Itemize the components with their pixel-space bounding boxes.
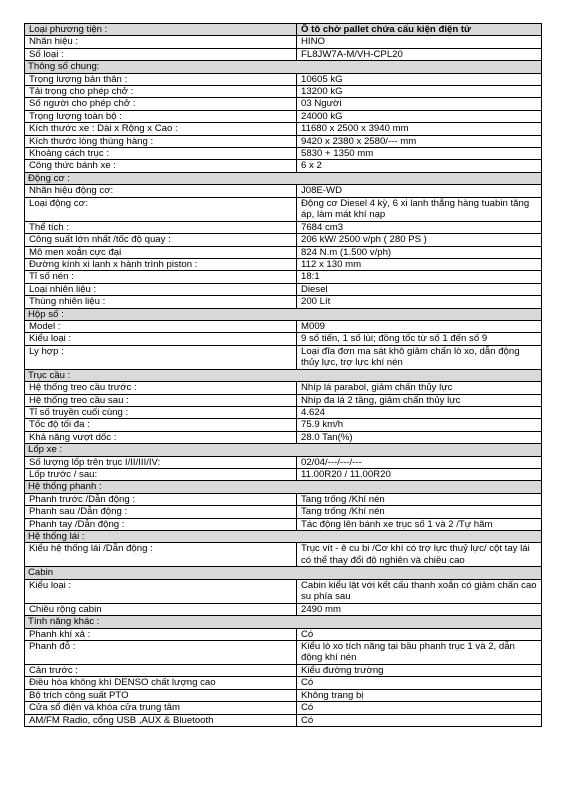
spec-label: Phanh trước /Dẫn động :: [25, 493, 297, 505]
spec-label: Loại nhiên liệu :: [25, 283, 297, 295]
section-header-row: [25, 531, 542, 543]
section-title: Hệ thống lái :: [25, 531, 542, 543]
spec-label: Tải trọng cho phép chở :: [25, 86, 297, 98]
section-header-row: [25, 481, 542, 493]
spec-row: [25, 258, 542, 270]
spec-row: [25, 185, 542, 197]
spec-label: Phanh sau /Dẫn động :: [25, 506, 297, 518]
spec-label: Cửa sổ điện và khóa cửa trung tâm: [25, 702, 297, 714]
spec-row: [25, 469, 542, 481]
section-title: Động cơ :: [25, 172, 542, 184]
spec-value: M009: [297, 320, 542, 332]
spec-label: Chiều rộng cabin: [25, 603, 297, 615]
spec-row: [25, 406, 542, 418]
section-header-row: [25, 308, 542, 320]
section-title: Thông số chung:: [25, 61, 542, 73]
spec-label: Trọng lượng bản thân :: [25, 73, 297, 85]
section-title: Hệ thống phanh :: [25, 481, 542, 493]
spec-value: Có: [297, 702, 542, 714]
spec-label: Loại động cơ:: [25, 197, 297, 221]
section-header-row: [25, 369, 542, 381]
spec-label: Hệ thống treo cầu sau :: [25, 394, 297, 406]
section-title: Lốp xe :: [25, 444, 542, 456]
spec-row: [25, 518, 542, 530]
spec-row: [25, 296, 542, 308]
spec-row: [25, 234, 542, 246]
spec-value: 75.9 km/h: [297, 419, 542, 431]
section-title: Tính năng khác :: [25, 616, 542, 628]
vehicle-type-row: [25, 24, 542, 36]
spec-row: [25, 419, 542, 431]
spec-label: Số loại :: [25, 48, 297, 60]
spec-row: [25, 603, 542, 615]
spec-row: [25, 283, 542, 295]
spec-table: [24, 23, 542, 727]
spec-value: Có: [297, 677, 542, 689]
spec-row: [25, 579, 542, 603]
section-title: Hộp số :: [25, 308, 542, 320]
spec-label: Thùng nhiên liệu :: [25, 296, 297, 308]
spec-value: 112 x 130 mm: [297, 258, 542, 270]
spec-table-body: [25, 24, 542, 727]
spec-value: 24000 kG: [297, 110, 542, 122]
spec-value: Tang trống /Khí nén: [297, 506, 542, 518]
spec-label: Trọng lượng toàn bộ :: [25, 110, 297, 122]
spec-row: [25, 110, 542, 122]
spec-row: [25, 641, 542, 665]
spec-row: [25, 382, 542, 394]
section-header-row: [25, 172, 542, 184]
spec-value: 11.00R20 / 11.00R20: [297, 469, 542, 481]
section-title: Trục cầu :: [25, 369, 542, 381]
spec-row: [25, 665, 542, 677]
spec-row: [25, 271, 542, 283]
spec-label: Phanh tay /Dẫn động :: [25, 518, 297, 530]
spec-row: [25, 543, 542, 567]
spec-label: Kiểu loại :: [25, 333, 297, 345]
spec-label: Nhãn hiệu động cơ:: [25, 185, 297, 197]
spec-row: [25, 135, 542, 147]
spec-row: [25, 197, 542, 221]
section-header-row: [25, 444, 542, 456]
spec-label: Hệ thống treo cầu trước :: [25, 382, 297, 394]
spec-label: Đường kính xi lanh x hành trình piston :: [25, 258, 297, 270]
spec-value: J08E-WD: [297, 185, 542, 197]
spec-row: [25, 345, 542, 369]
spec-label: Khả năng vượt dốc :: [25, 431, 297, 443]
spec-value: Động cơ Diesel 4 kỳ, 6 xi lanh thẳng hàng tuabin tăng áp, làm mát khí nạp: [297, 197, 542, 221]
section-header-row: [25, 61, 542, 73]
spec-label: Tốc độ tối đa :: [25, 419, 297, 431]
spec-value: 9 số tiến, 1 số lùi; đồng tốc từ số 1 đến số 9: [297, 333, 542, 345]
spec-value: Không trang bị: [297, 689, 542, 701]
spec-label: Lốp trước / sau:: [25, 469, 297, 481]
spec-row: [25, 86, 542, 98]
spec-row: [25, 714, 542, 726]
spec-row: [25, 160, 542, 172]
spec-label: Tỉ số nén :: [25, 271, 297, 283]
spec-row: [25, 431, 542, 443]
section-title: Cabin: [25, 567, 542, 579]
spec-value: 28.0 Tan(%): [297, 431, 542, 443]
spec-row: [25, 246, 542, 258]
spec-row: [25, 506, 542, 518]
spec-label: Model :: [25, 320, 297, 332]
spec-label: Kích thước xe : Dài x Rộng x Cao :: [25, 123, 297, 135]
spec-value: 18:1: [297, 271, 542, 283]
spec-value: 03 Người: [297, 98, 542, 110]
spec-label: Cản trước :: [25, 665, 297, 677]
spec-value: 10605 kG: [297, 73, 542, 85]
spec-value: Có: [297, 714, 542, 726]
spec-value: Loại đĩa đơn ma sát khô giảm chấn lò xo, dẫn động thủy lực, trợ lực khí nén: [297, 345, 542, 369]
section-header-row: [25, 616, 542, 628]
spec-label: Kiểu loại :: [25, 579, 297, 603]
spec-label: AM/FM Radio, cổng USB ,AUX & Bluetooth: [25, 714, 297, 726]
spec-label: Phanh khí xả :: [25, 628, 297, 640]
spec-label: Tỉ số truyền cuối cùng :: [25, 406, 297, 418]
spec-label: Nhãn hiệu :: [25, 36, 297, 48]
spec-row: [25, 320, 542, 332]
spec-label: Mô men xoắn cực đại: [25, 246, 297, 258]
spec-value: FL8JW7A-M/VH-CPL20: [297, 48, 542, 60]
spec-value: Kiểu đường trường: [297, 665, 542, 677]
spec-label: Loại phương tiện :: [25, 24, 297, 36]
spec-row: [25, 73, 542, 85]
spec-value: 11680 x 2500 x 3940 mm: [297, 123, 542, 135]
spec-row: [25, 48, 542, 60]
spec-row: [25, 333, 542, 345]
spec-value: Diesel: [297, 283, 542, 295]
spec-value: 02/04/---/---/---: [297, 456, 542, 468]
spec-value: Có: [297, 628, 542, 640]
spec-label: Công thức bánh xe :: [25, 160, 297, 172]
spec-value: 6 x 2: [297, 160, 542, 172]
spec-label: Bộ trích công suất PTO: [25, 689, 297, 701]
spec-value: 13200 kG: [297, 86, 542, 98]
spec-label: Ly hợp :: [25, 345, 297, 369]
spec-label: Kiểu hệ thống lái /Dẫn động :: [25, 543, 297, 567]
spec-value: HINO: [297, 36, 542, 48]
spec-row: [25, 98, 542, 110]
spec-value: 206 kW/ 2500 v/ph ( 280 PS ): [297, 234, 542, 246]
spec-value: Tác động lên bánh xe trục số 1 và 2 /Tự hãm: [297, 518, 542, 530]
spec-row: [25, 677, 542, 689]
spec-value: Cabin kiểu lật với kết cấu thanh xoắn có giảm chấn cao su phía sau: [297, 579, 542, 603]
section-header-row: [25, 567, 542, 579]
spec-row: [25, 702, 542, 714]
spec-row: [25, 493, 542, 505]
spec-row: [25, 628, 542, 640]
spec-value: Trục vít - ê cu bi /Cơ khí có trợ lực thuỷ lực/ cột tay lái có thể thay đổi độ nghiên và chiều cao: [297, 543, 542, 567]
spec-value: 824 N.m (1.500 v/ph): [297, 246, 542, 258]
spec-row: [25, 148, 542, 160]
spec-value: Tang trống /Khí nén: [297, 493, 542, 505]
spec-label: Điều hòa không khí DENSO chất lượng cao: [25, 677, 297, 689]
spec-sheet: [24, 23, 542, 727]
spec-value: Nhíp đa lá 2 tầng, giảm chấn thủy lực: [297, 394, 542, 406]
spec-label: Số người cho phép chở :: [25, 98, 297, 110]
spec-value: 200 Lít: [297, 296, 542, 308]
spec-label: Kích thước lòng thùng hàng :: [25, 135, 297, 147]
spec-row: [25, 221, 542, 233]
spec-row: [25, 36, 542, 48]
spec-value: 9420 x 2380 x 2580/--- mm: [297, 135, 542, 147]
spec-value: Ô tô chở pallet chứa cấu kiện điện tử: [297, 24, 542, 36]
spec-label: Thể tích :: [25, 221, 297, 233]
spec-label: Khoảng cách trục :: [25, 148, 297, 160]
spec-value: 2490 mm: [297, 603, 542, 615]
spec-label: Số lượng lốp trên trục I/II/III/IV:: [25, 456, 297, 468]
spec-value: 4.624: [297, 406, 542, 418]
spec-value: Kiểu lò xo tích năng tại bầu phanh trục 1 và 2, dẫn động khí nén: [297, 641, 542, 665]
spec-label: Phanh đỗ :: [25, 641, 297, 665]
spec-value: 7684 cm3: [297, 221, 542, 233]
spec-row: [25, 456, 542, 468]
spec-label: Công suất lớn nhất /tốc độ quay :: [25, 234, 297, 246]
spec-row: [25, 123, 542, 135]
spec-value: Nhíp lá parabol, giảm chấn thủy lực: [297, 382, 542, 394]
spec-row: [25, 689, 542, 701]
spec-value: 5830 + 1350 mm: [297, 148, 542, 160]
spec-row: [25, 394, 542, 406]
